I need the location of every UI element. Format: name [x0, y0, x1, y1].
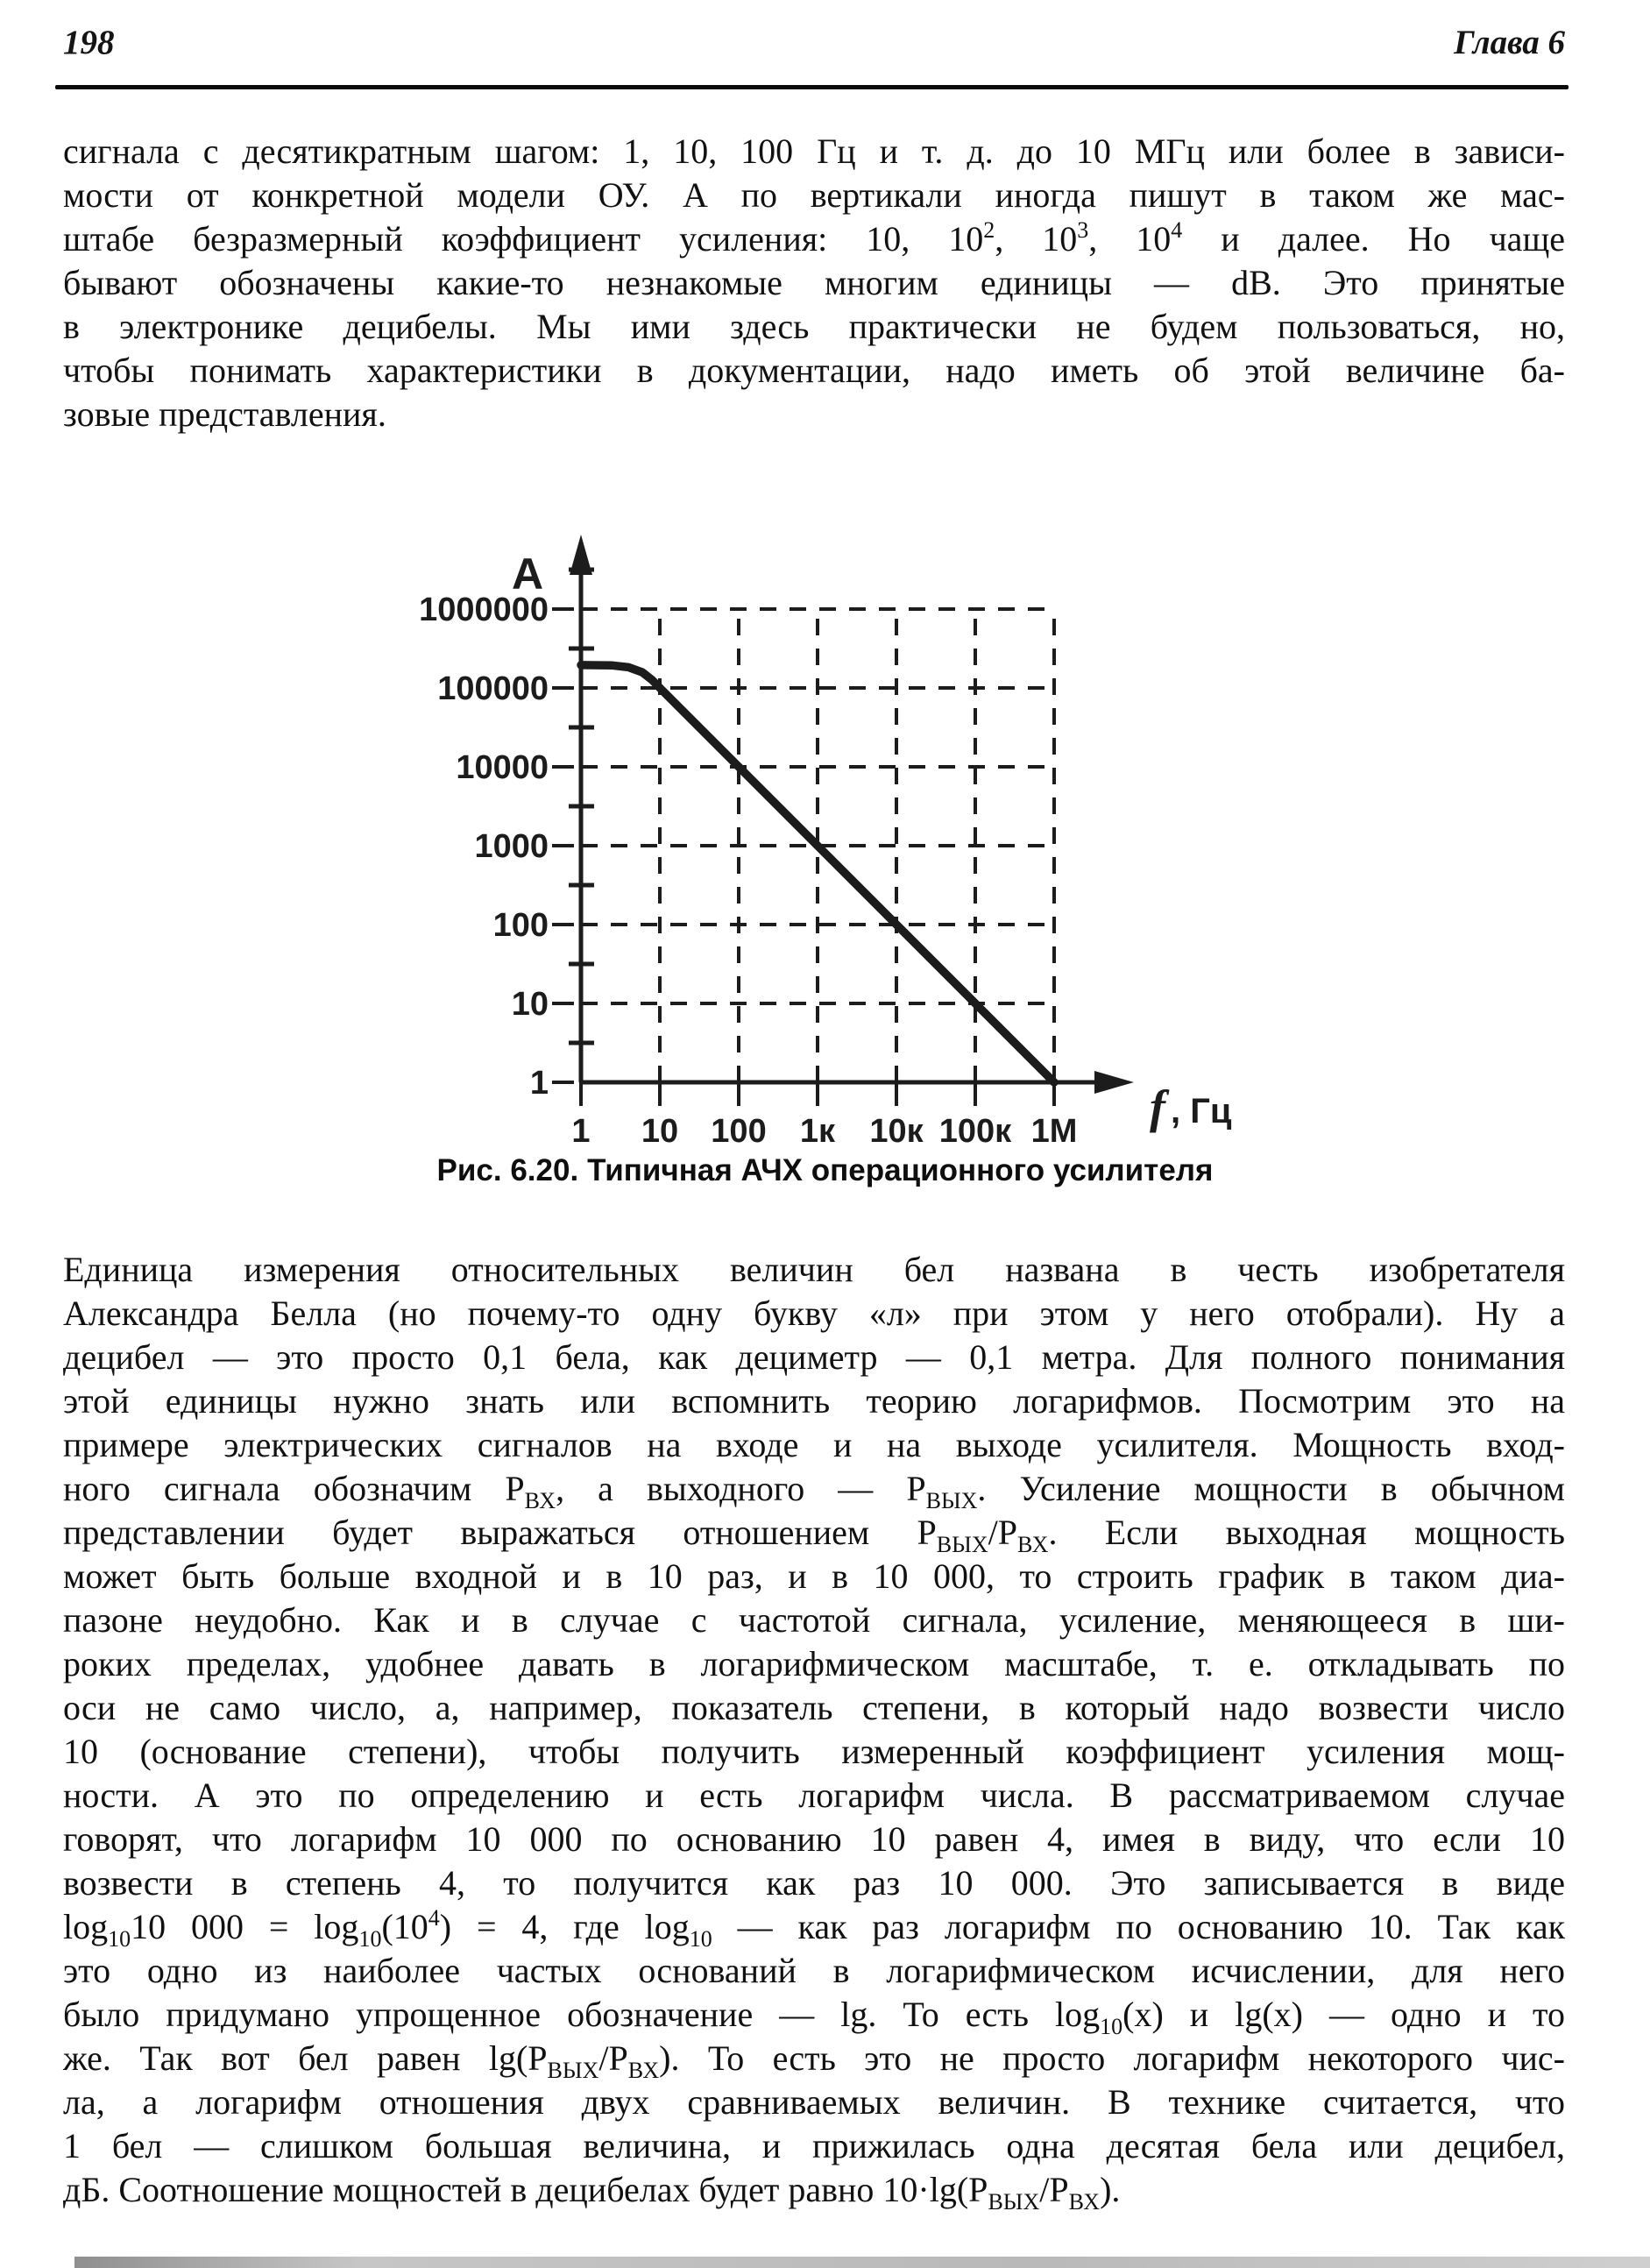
- svg-text:100000: 100000: [437, 670, 549, 707]
- chart-ticks: [552, 570, 1054, 1106]
- text-line: ла, а логарифм отношения двух сравниваемых величин. В технике считается, что: [63, 2082, 1565, 2122]
- paragraph-1: [63, 130, 1565, 436]
- chart-grid: [581, 609, 1054, 1082]
- text-line: пазоне неудобно. Как и в случае с частотой сигнала, усиление, меняющееся в ши-: [63, 1600, 1565, 1640]
- header-rule: [55, 85, 1569, 89]
- text-line: ности. А это по определению и есть логарифм числа. В рассматриваемом случае: [63, 1775, 1565, 1815]
- svg-text:10000: 10000: [456, 749, 549, 786]
- text-line: бывают обозначены какие-то незнакомые многим единицы — dB. Это принятые: [63, 263, 1565, 302]
- text-line: говорят, что логарифм 10 000 по основанию 10 равен 4, имея в виду, что если 10: [63, 1819, 1565, 1859]
- text-line: Александра Белла (но почему-то одну букву «л» при этом у него отобрали). Ну а: [63, 1293, 1565, 1333]
- text-line: чтобы понимать характеристики в документации, надо иметь об этой величине ба-: [63, 351, 1565, 390]
- svg-text:100: 100: [711, 1113, 767, 1150]
- x-axis-title: f , Гц: [1150, 1081, 1232, 1133]
- svg-text:100к: 100к: [938, 1113, 1012, 1150]
- figure-caption: [0, 1153, 1650, 1188]
- y-axis-title: A: [511, 549, 544, 599]
- svg-text:10: 10: [511, 986, 549, 1023]
- text-line: это одно из наиболее частых оснований в логарифмическом исчислении, для него: [63, 1951, 1565, 1990]
- svg-text:10: 10: [641, 1113, 679, 1150]
- svg-text:1000: 1000: [474, 828, 549, 865]
- svg-text:1: 1: [571, 1113, 591, 1150]
- text-line: роких пределах, удобнее давать в логарифмическом масштабе, т. е. откладывать по: [63, 1644, 1565, 1683]
- page-bottom-edge: [74, 2257, 1650, 2268]
- text-line: примере электрических сигналов на входе и на выходе усилителя. Мощность вход-: [63, 1425, 1565, 1464]
- svg-text:1000000: 1000000: [419, 592, 549, 628]
- svg-text:1М: 1М: [1030, 1113, 1078, 1150]
- chapter-title: Глава 6: [1454, 24, 1565, 61]
- svg-text:1к: 1к: [799, 1113, 836, 1150]
- text-line: 1 бел — слишком большая величина, и прижилась одна десятая бела или децибел,: [63, 2126, 1565, 2165]
- text-line: было придумано упрощенное обозначение — lg. То есть $\log_{10}(x)$ и lg(x) — одно и то: [63, 1995, 1565, 2039]
- text-line: может быть больше входной и в 10 раз, и в 10 000, то строить график в таком диа-: [63, 1556, 1565, 1596]
- text-line: оси не само число, а, например, показатель степени, в который надо возвести число: [63, 1688, 1565, 1727]
- page-number: 198: [63, 24, 115, 61]
- text-line: зовые представления.: [63, 394, 386, 434]
- text-line: сигнала с десятикратным шагом: 1, 10, 100 Гц и т. д. до 10 МГц или более в зависи-: [63, 131, 1565, 171]
- paragraph-2: [63, 1248, 1566, 2215]
- text-line: Единица измерения относительных величин бел названа в честь изобретателя: [63, 1250, 1565, 1289]
- chart-axes: [570, 535, 1134, 1094]
- text-line: $\log_{10}10$ $000 = \log_{10}(10^4) = 4$, где $\log_{10}$ — как раз логарифм по основанию 10. Так как: [63, 1905, 1566, 1952]
- text-line: ного сигнала обозначим $P_{ВХ}$, а выходного — $P_{ВЫХ}$. Усиление мощности в обычном: [63, 1469, 1565, 1513]
- text-line: дБ. Соотношение мощностей в децибелах будет равно $10\cdot\lg(P_{ВЫХ}/P_{ВХ})$.: [63, 2170, 1121, 2215]
- figure-caption-label: Рис. 6.20.: [436, 1153, 579, 1187]
- text-line: в электронике децибелы. Мы ими здесь практически не будем пользоваться, но,: [63, 307, 1565, 346]
- text-line: децибел — это просто 0,1 бела, как дециметр — 0,1 метра. Для полного понимания: [63, 1337, 1565, 1377]
- text-line: возвести в степень 4, то получится как раз 10 000. Это записывается в виде: [63, 1863, 1565, 1903]
- svg-text:1: 1: [529, 1065, 549, 1102]
- figure-caption-text: Типичная АЧХ операционного усилителя: [587, 1153, 1214, 1187]
- page-header: [63, 23, 1565, 62]
- text-line: же. Так вот бел равен $\lg(P_{ВЫХ}/P_{ВХ})$. То есть это не просто логарифм некоторого чис-: [63, 2038, 1565, 2083]
- svg-text:10к: 10к: [869, 1113, 924, 1150]
- text-line: 10 (основание степени), чтобы получить измеренный коэффициент усиления мощ-: [63, 1732, 1565, 1771]
- svg-text:100: 100: [492, 907, 549, 944]
- response-curve: [581, 665, 1054, 1082]
- text-line: штабе безразмерный коэффициент усиления: 10, $10^2$, $10^3$, $10^4$ и далее. Но чаще: [63, 217, 1565, 259]
- text-line: этой единицы нужно знать или вспомнить теорию логарифмов. Посмотрим это на: [63, 1381, 1565, 1421]
- text-line: представлении будет выражаться отношением $P_{ВЫХ}/P_{ВХ}$. Если выходная мощность: [63, 1513, 1565, 1557]
- text-line: мости от конкретной модели ОУ. А по вертикали иногда пишут в таком же мас-: [63, 175, 1565, 215]
- chart-labels: [419, 549, 1232, 1150]
